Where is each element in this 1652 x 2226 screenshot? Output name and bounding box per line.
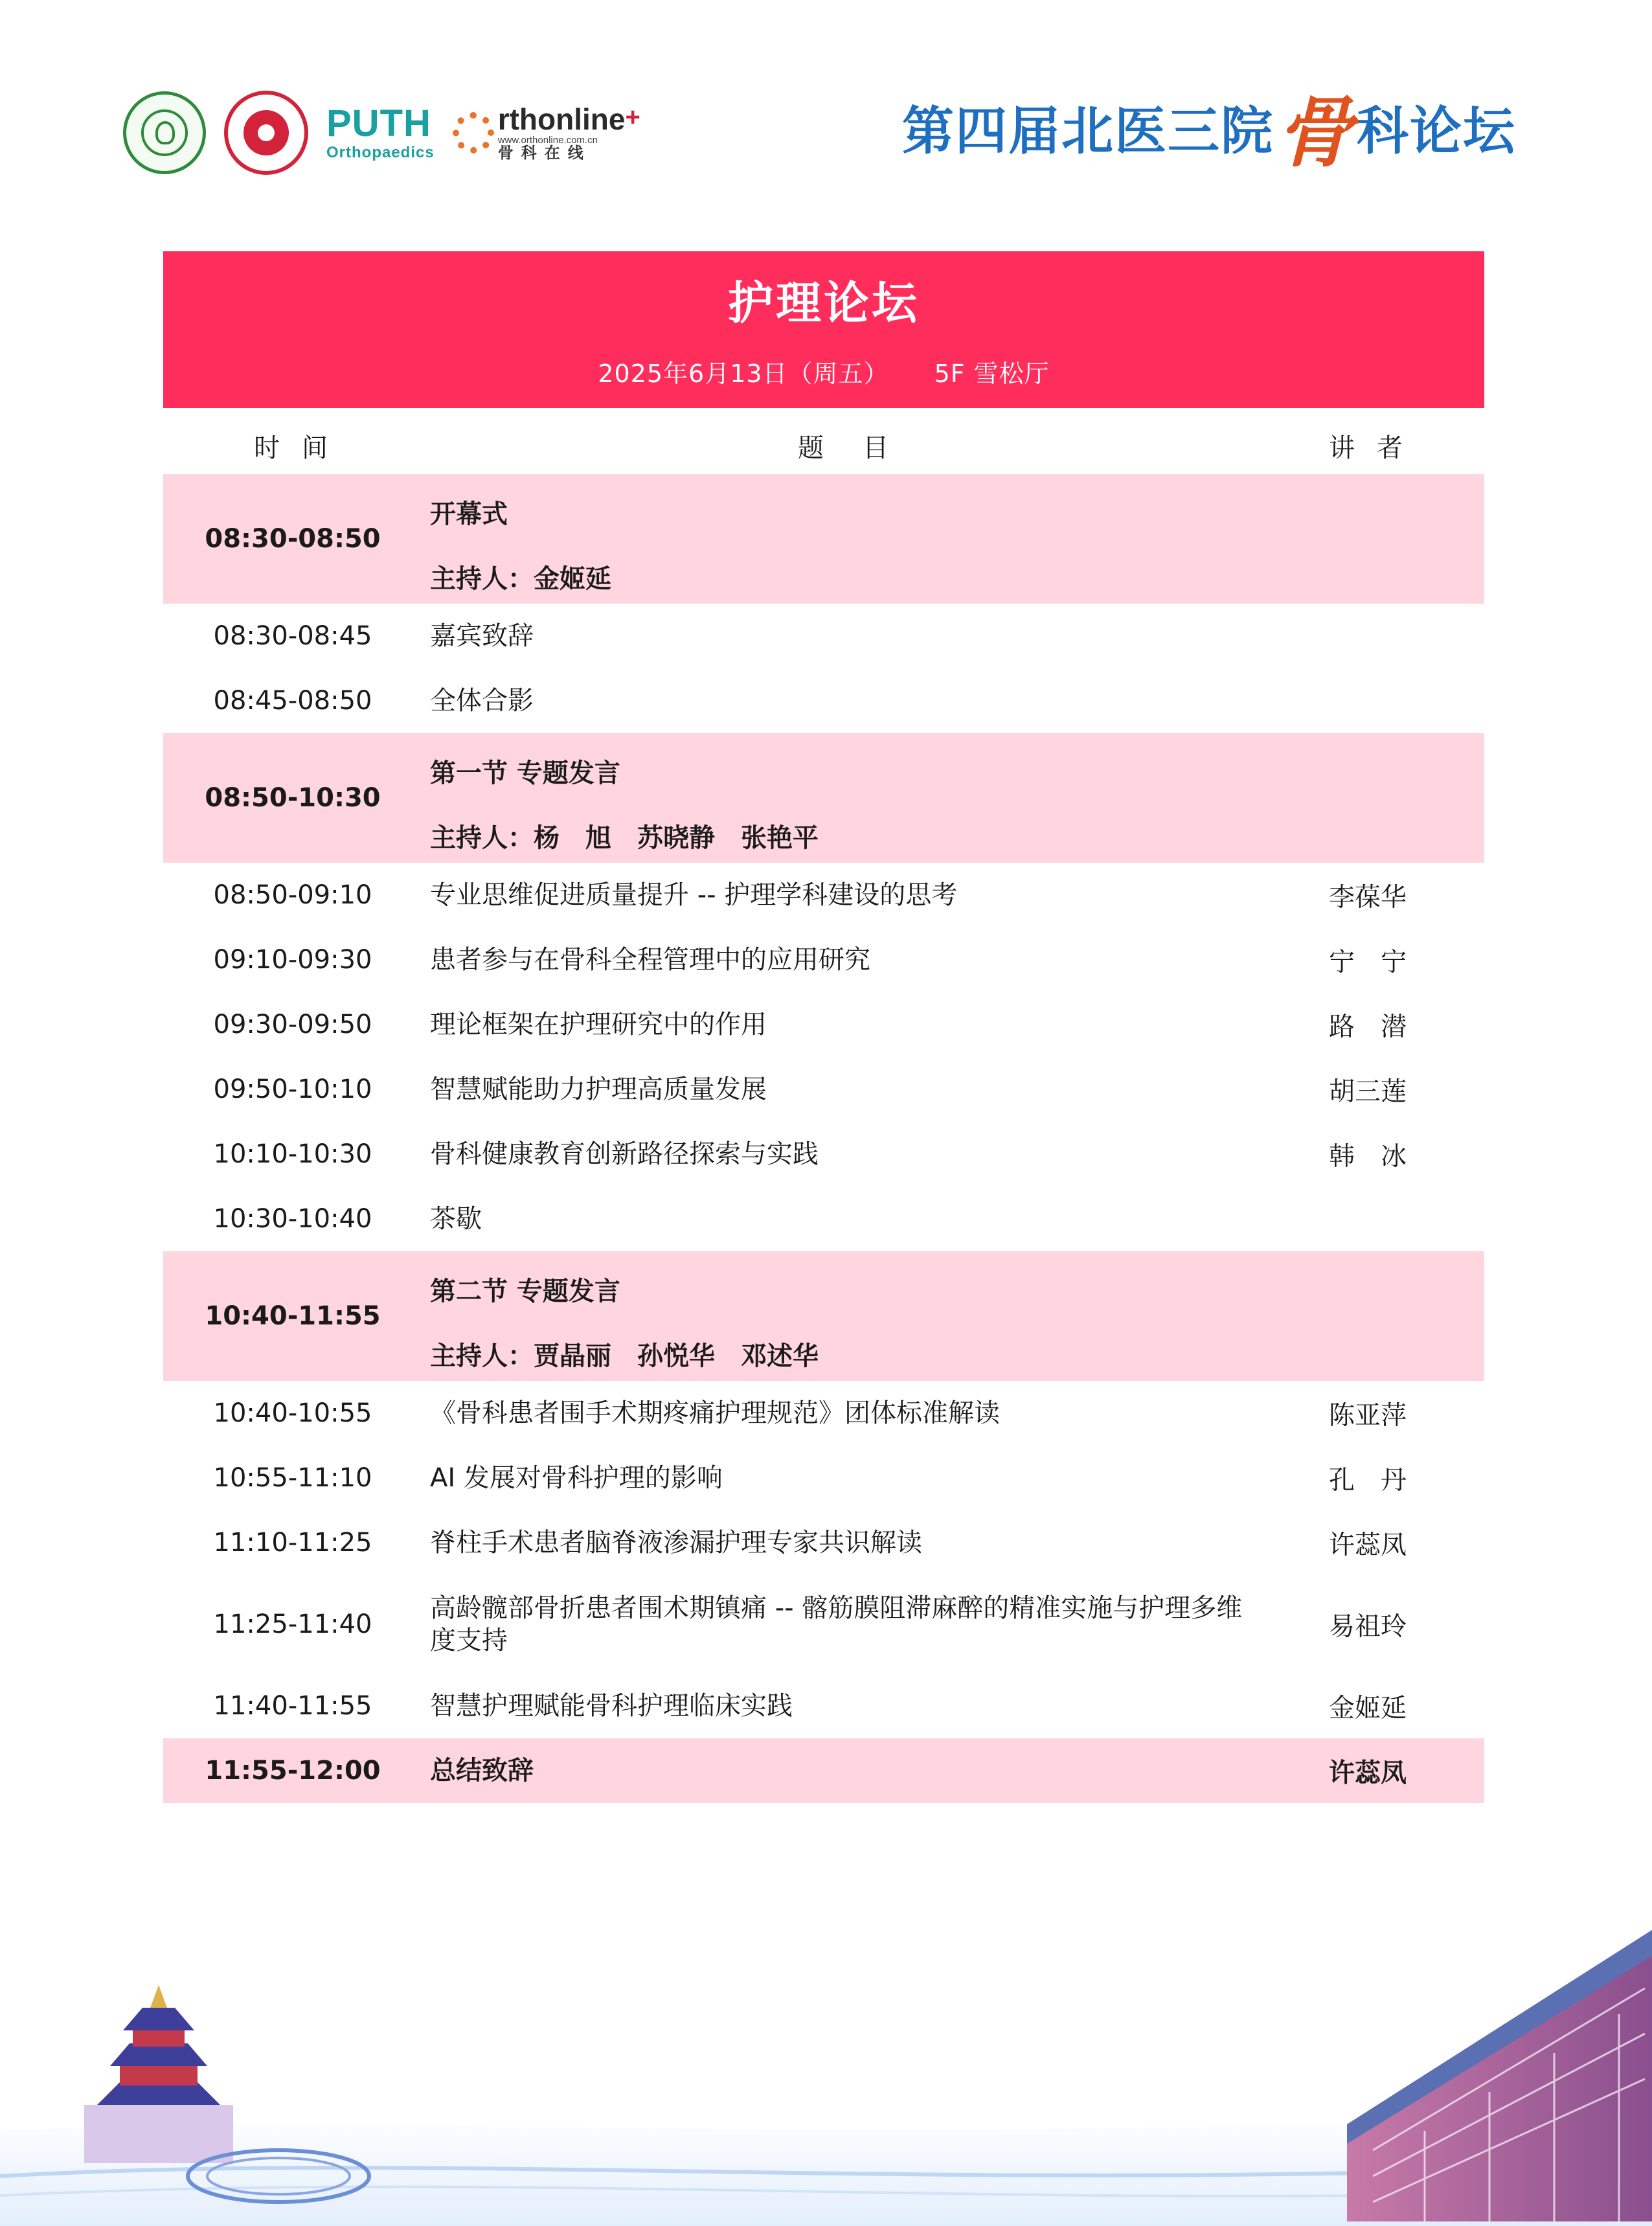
orthonline-plus: + [625, 103, 640, 132]
puth-logo-text: PUTH [326, 102, 431, 144]
agenda-speaker: 胡三莲 [1329, 1076, 1407, 1107]
agenda-topic: 患者参与在骨科全程管理中的应用研究 [430, 945, 870, 975]
agenda-topic: 骨科健康教育创新路径探索与实践 [430, 1139, 819, 1169]
agenda-time: 08:30-08:50 [205, 524, 381, 554]
agenda-topic: 智慧赋能助力护理高质量发展 [430, 1074, 767, 1104]
header-time: 时间 [254, 433, 350, 463]
agenda-time: 11:40-11:55 [213, 1691, 372, 1721]
agenda-time: 10:10-10:30 [213, 1139, 372, 1169]
agenda-speaker: 李葆华 [1329, 882, 1407, 913]
agenda-row [163, 1674, 1484, 1738]
host-name: 金姬延 [534, 564, 611, 594]
host-name: 张艳平 [741, 823, 819, 853]
agenda-closing-row [163, 1738, 1484, 1803]
agenda-section-row [163, 733, 1484, 863]
agenda-time: 09:50-10:10 [213, 1074, 372, 1104]
agenda-row [163, 668, 1484, 733]
agenda-topic: 理论框架在护理研究中的作用 [430, 1010, 767, 1039]
agenda-time: 08:45-08:50 [213, 686, 372, 716]
footer-landmarks-art [0, 1917, 1652, 2226]
forum-title-pre: 第四届北医三院 [901, 100, 1274, 161]
agenda-header [163, 409, 1484, 474]
agenda-time: 10:30-10:40 [213, 1204, 372, 1234]
session-date: 2025年6月13日（周五） [598, 359, 889, 388]
agenda-time: 11:25-11:40 [213, 1609, 372, 1639]
agenda-topic: 总结致辞 [430, 1756, 534, 1786]
agenda-speaker: 韩 冰 [1329, 1141, 1407, 1172]
agenda-speaker: 许蕊凤 [1329, 1758, 1407, 1788]
agenda-topic: 高龄髋部骨折患者围术期镇痛 -- 髂筋膜阻滞麻醉的精准实施与护理多维度支持 [430, 1593, 1243, 1655]
temple-of-heaven-icon [84, 1985, 233, 2163]
agenda-row [163, 1446, 1484, 1510]
forum-title-post: 科论坛 [1357, 100, 1516, 161]
host-label: 主持人： [430, 564, 534, 594]
session-banner [163, 251, 1484, 408]
agenda-time: 08:50-09:10 [213, 880, 372, 910]
orthonline-brand: rthonline [497, 102, 626, 137]
agenda-row [163, 1057, 1484, 1122]
sponsor-logos [123, 91, 640, 175]
section-title: 开幕式 [430, 499, 508, 529]
session-subtitle [163, 354, 1484, 389]
agenda-topic: 脊柱手术患者脑脊液渗漏护理专家共识解读 [430, 1528, 922, 1558]
section-title: 第一节 专题发言 [430, 758, 620, 788]
agenda-speaker: 陈亚萍 [1329, 1400, 1407, 1431]
hospital-building-icon [1347, 1930, 1652, 2221]
agenda-row [163, 1122, 1484, 1187]
agenda-row [163, 927, 1484, 992]
host-name: 杨 旭 [534, 823, 611, 853]
orthonline-ring-icon [453, 112, 494, 153]
orthonline-url: www.orthonline.com.cn [497, 134, 598, 146]
host-name: 邓述华 [741, 1341, 819, 1371]
agenda-time: 09:30-09:50 [213, 1010, 372, 1039]
agenda-row [163, 604, 1484, 668]
puth-logo-subtext: Orthopaedics [326, 144, 435, 161]
section-hosts [430, 558, 611, 595]
agenda-row [163, 992, 1484, 1057]
agenda-row [163, 1510, 1484, 1575]
section-title: 第二节 专题发言 [430, 1277, 620, 1306]
agenda-topic: AI 发展对骨科护理的影响 [430, 1463, 723, 1493]
host-name: 苏晓静 [637, 823, 715, 853]
orthonline-cn: 骨科在线 [497, 144, 591, 163]
orthonline-logo [453, 104, 640, 161]
agenda-speaker: 许蕊凤 [1329, 1530, 1407, 1560]
agenda-topic: 专业思维促进质量提升 -- 护理学科建设的思考 [430, 880, 958, 910]
agenda-row [163, 1575, 1484, 1674]
host-label: 主持人： [430, 823, 534, 853]
agenda-row [163, 863, 1484, 927]
agenda-speaker: 孔 丹 [1329, 1465, 1407, 1495]
association-seal-icon [123, 91, 206, 174]
agenda-topic: 智慧护理赋能骨科护理临床实践 [430, 1691, 793, 1721]
session-title: 护理论坛 [728, 277, 920, 330]
agenda-time: 09:10-09:30 [213, 945, 372, 975]
host-name: 孙悦华 [637, 1341, 715, 1371]
agenda-topic: 茶歇 [430, 1204, 482, 1234]
header-topic: 题目 [798, 433, 927, 463]
agenda-table [163, 474, 1484, 1803]
agenda-time: 10:40-11:55 [205, 1301, 381, 1331]
agenda-row [163, 1381, 1484, 1446]
agenda-time: 08:50-10:30 [205, 783, 381, 813]
agenda-section-row [163, 474, 1484, 604]
agenda-time: 10:55-11:10 [213, 1463, 372, 1493]
hospital-emblem-icon [224, 91, 308, 175]
agenda-topic: 全体合影 [430, 686, 534, 716]
agenda-section-row [163, 1251, 1484, 1381]
agenda-speaker: 易祖玲 [1329, 1611, 1407, 1642]
agenda-speaker: 路 潜 [1329, 1012, 1407, 1042]
forum-title [902, 78, 1516, 175]
agenda-speaker: 宁 宁 [1329, 947, 1407, 977]
host-label: 主持人： [430, 1341, 534, 1371]
agenda-topic: 嘉宾致辞 [430, 621, 534, 651]
host-name: 贾晶丽 [534, 1341, 611, 1371]
agenda-time: 08:30-08:45 [213, 621, 372, 651]
agenda-time: 11:10-11:25 [213, 1528, 372, 1558]
agenda-time: 10:40-10:55 [213, 1398, 372, 1428]
agenda-topic: 《骨科患者围手术期疼痛护理规范》团体标准解读 [430, 1398, 1000, 1428]
session-venue: 5F 雪松厅 [934, 359, 1050, 388]
forum-title-accent: 骨 [1276, 87, 1354, 177]
header-speaker: 讲者 [1329, 433, 1425, 463]
puth-logo [326, 102, 435, 161]
agenda-speaker: 金姬延 [1329, 1693, 1407, 1723]
section-hosts [430, 1335, 819, 1372]
agenda-time: 11:55-12:00 [205, 1756, 381, 1786]
section-hosts [430, 817, 819, 854]
agenda-row [163, 1187, 1484, 1251]
